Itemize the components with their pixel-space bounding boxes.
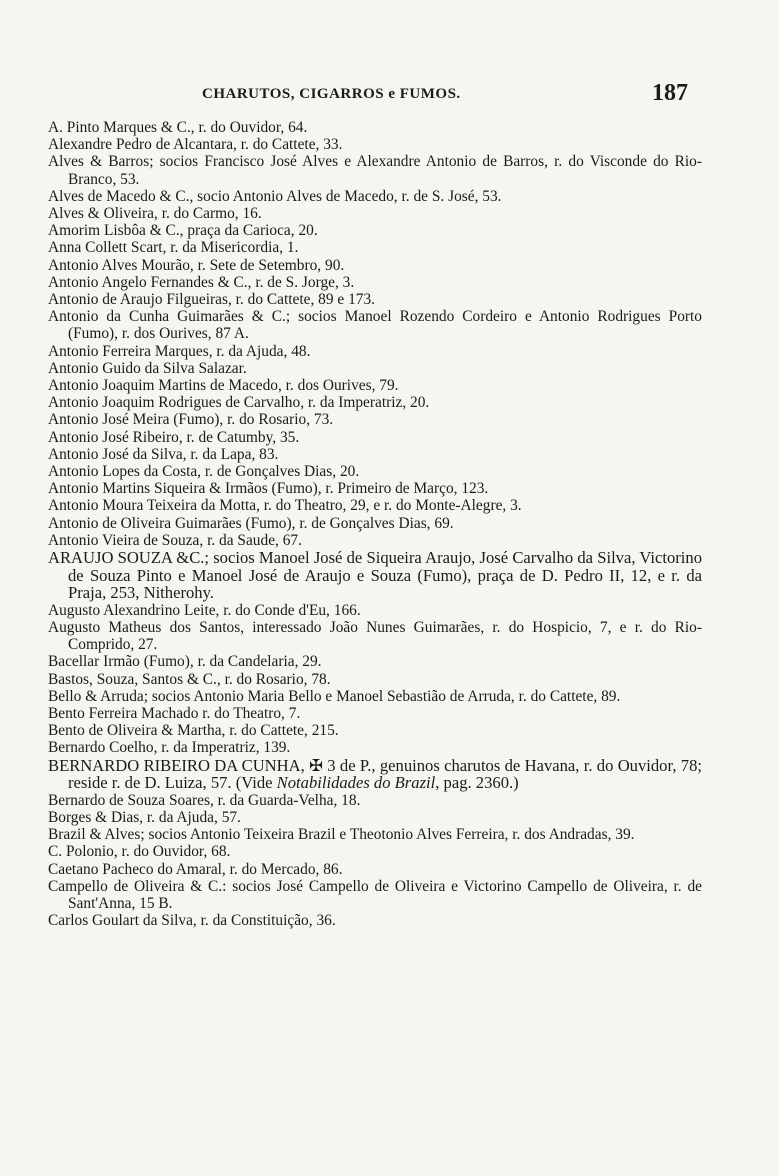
directory-entry: Caetano Pacheco do Amaral, r. do Mercado, 86.	[48, 860, 343, 878]
directory-entry: Alexandre Pedro de Alcantara, r. do Cattete, 33.	[48, 136, 343, 154]
directory-entry: Brazil & Alves; socios Antonio Teixeira Brazil e Theotonio Alves Ferreira, r. dos Andradas, 39.	[48, 826, 635, 844]
directory-entry: Bento de Oliveira & Martha, r. do Cattete, 215.	[48, 722, 339, 740]
directory-entry: Antonio Angelo Fernandes & C., r. de S. Jorge, 3.	[48, 273, 355, 291]
directory-entry: Antonio José Ribeiro, r. de Catumby, 35.	[48, 428, 300, 446]
directory-entry: Augusto Matheus dos Santos, interessado João Nunes Guimarães, r. do Hospicio, 7, e r. do Rio-Comprido, 27.	[48, 619, 702, 654]
directory-entry: Bento Ferreira Machado r. do Theatro, 7.	[48, 705, 301, 723]
directory-entry: Antonio Lopes da Costa, r. de Gonçalves Dias, 20.	[48, 463, 360, 481]
directory-entry: Antonio Guido da Silva Salazar.	[48, 359, 247, 377]
directory-entry: Antonio Moura Teixeira da Motta, r. do Theatro, 29, e r. do Monte-Alegre, 3.	[48, 497, 522, 515]
directory-entry: Antonio Joaquim Martins de Macedo, r. dos Ourives, 79.	[48, 377, 399, 395]
directory-entry: Antonio Alves Mourão, r. Sete de Setembro, 90.	[48, 256, 345, 274]
directory-entry: Alves & Barros; socios Francisco José Alves e Alexandre Antonio de Barros, r. do Visconde do Rio-Branco, 53.	[48, 153, 702, 188]
page-header	[48, 80, 688, 110]
cunha-reference: Notabilidades do Brazil	[276, 773, 436, 793]
directory-entry: Augusto Alexandrino Leite, r. do Conde d'Eu, 166.	[48, 601, 361, 619]
directory-entry: C. Polonio, r. do Ouvidor, 68.	[48, 843, 231, 861]
directory-entry: Antonio da Cunha Guimarães & C.; socios Manoel Rozendo Cordeiro e Antonio Rodrigues Porto (Fumo), r. dos Ourives, 87 A.	[48, 308, 702, 343]
directory-entry: Antonio Ferreira Marques, r. da Ajuda, 48.	[48, 342, 311, 360]
cunha-text: BERNARDO RIBEIRO DA CUNHA, ✠ 3 de P., genuinos charutos de Havana, r. do Ouvidor, 78; reside r. de D. Luiza, 57. (Vide	[48, 755, 702, 793]
directory-entry: Bernardo de Souza Soares, r. da Guarda-Velha, 18.	[48, 791, 361, 809]
directory-entry: ARAUJO SOUZA &C.; socios Manoel José de Siqueira Araujo, José Carvalho da Silva, Victorino de Souza Pinto e Manoel José de Araujo e Souza (Fumo), praça de D. Pedro II, 12, e r. da Praja, 253, Nitherohy.	[48, 548, 702, 603]
directory-entry: Antonio José Meira (Fumo), r. do Rosario, 73.	[48, 411, 334, 429]
directory-entries	[48, 119, 702, 930]
directory-entry: Amorim Lisbôa & C., praça da Carioca, 20.	[48, 222, 318, 240]
directory-entry: A. Pinto Marques & C., r. do Ouvidor, 64.	[48, 119, 308, 136]
directory-entry: Campello de Oliveira & C.: socios José Campello de Oliveira e Victorino Campello de Oliveira, r. de Sant'Anna, 15 B.	[48, 877, 702, 913]
directory-entry: Antonio de Araujo Filgueiras, r. do Cattete, 89 e 173.	[48, 291, 375, 309]
directory-entry: Bastos, Souza, Santos & C., r. do Rosario, 78.	[48, 670, 331, 688]
running-title: CHARUTOS, CIGARROS e FUMOS.	[202, 86, 461, 102]
cunha-reference-tail: , pag. 2360.)	[435, 773, 519, 793]
page-number: 187	[652, 80, 688, 106]
directory-entry: Bernardo Coelho, r. da Imperatriz, 139.	[48, 739, 291, 757]
directory-entry: Carlos Goulart da Silva, r. da Constituição, 36.	[48, 912, 336, 930]
directory-entry: Anna Collett Scart, r. da Misericordia, 1.	[48, 239, 299, 257]
directory-entry: Antonio José da Silva, r. da Lapa, 83.	[48, 445, 279, 463]
directory-entry: Antonio Vieira de Souza, r. da Saude, 67.	[48, 531, 302, 549]
directory-entry: Borges & Dias, r. da Ajuda, 57.	[48, 809, 241, 827]
directory-entry: Alves de Macedo & C., socio Antonio Alves de Macedo, r. de S. José, 53.	[48, 187, 502, 205]
directory-entry: Bello & Arruda; socios Antonio Maria Bello e Manoel Sebastião de Arruda, r. do Cattete, 89.	[48, 687, 621, 705]
directory-entry: Antonio Martins Siqueira & Irmãos (Fumo), r. Primeiro de Março, 123.	[48, 480, 489, 498]
directory-entry-cunha	[48, 757, 702, 792]
directory-entry: Alves & Oliveira, r. do Carmo, 16.	[48, 205, 262, 223]
directory-entry: Bacellar Irmão (Fumo), r. da Candelaria, 29.	[48, 653, 322, 671]
directory-entry: Antonio de Oliveira Guimarães (Fumo), r. de Gonçalves Dias, 69.	[48, 514, 454, 532]
directory-entry: Antonio Joaquim Rodrigues de Carvalho, r. da Imperatriz, 20.	[48, 394, 430, 412]
